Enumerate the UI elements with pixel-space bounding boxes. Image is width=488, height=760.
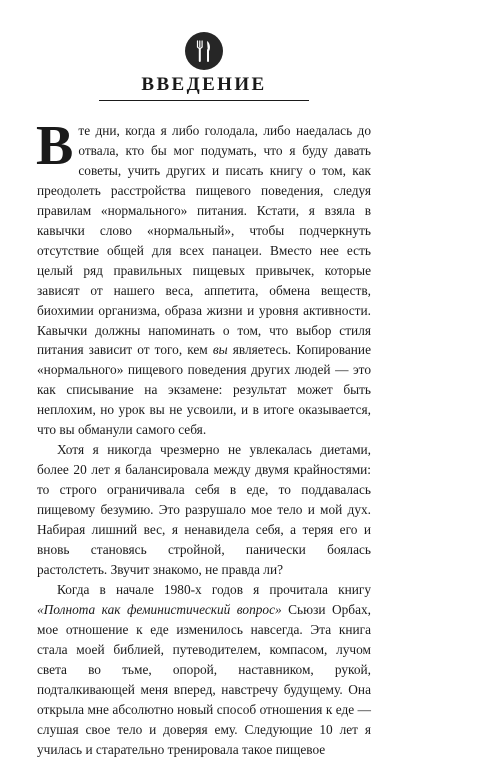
book-title: «Полнота как феминистический вопрос» (37, 601, 282, 617)
fork-knife-icon (185, 32, 223, 70)
emphasis: вы (212, 342, 228, 358)
title-underline (99, 100, 309, 101)
paragraph-1: Вте дни, когда я либо голодала, либо наедалась до отвала, кто бы мог подумать, что я буду давать советы, учить других и писать книгу о том, как преодолеть расстройства пищевого поведения, следуя правилам «нормального» питания. Кстати, я взяла в кавычки слово «нормальный», чтобы подчеркнуть отсутствие общей для всех панацеи. Вместо нее есть целый ряд правильных пищевых привычек, которые зависят от нашего веса, аппетита, обмена веществ, биохимии организма, образа жизни и уровня активности. Кавычки должны напоминать о том, что выбор стиля питания зависит от того, кем вы являетесь. Копирование «нормального» пищевого поведения других людей — это как списывание на экзамене: результат может быть неплохим, но урок вы не усвоили, и в итоге оказывается, что вы обманули самого себя. (36, 115, 371, 438)
drop-cap: В (36, 115, 74, 177)
page-title: ВВЕДЕНИЕ (141, 74, 267, 95)
paragraph-3: Когда в начале 1980-х годов я прочитала книгу «Полнота как феминистический вопрос» Сьюзи Орбах, мое отношение к еде изменилось навсегда. Эта книга стала моей библией, путеводителем, компасом, лучом света во тьме, опорой, наставником, рукой, подталкивающей меня вперед, навстречу будущему. Она открыла мне абсолютно новый способ отношения к еде — слушая свое тело и доверяя ему. Следующие 10 лет я училась и старательно тренировала такое пищевое (37, 581, 371, 757)
paragraph-2: Хотя я никогда чрезмерно не увлекалась диетами, более 20 лет я балансировала между двумя крайностями: то строго ограничивала себя в еде, то поддавалась пищевому безумию. Это разрушало мое тело и мой дух. Набирая лишний вес, я ненавидела себя, а теряя его и вновь становясь стройной, панически боялась растолстеть. Звучит знакомо, не правда ли? (37, 442, 371, 577)
body-text (36, 115, 371, 760)
